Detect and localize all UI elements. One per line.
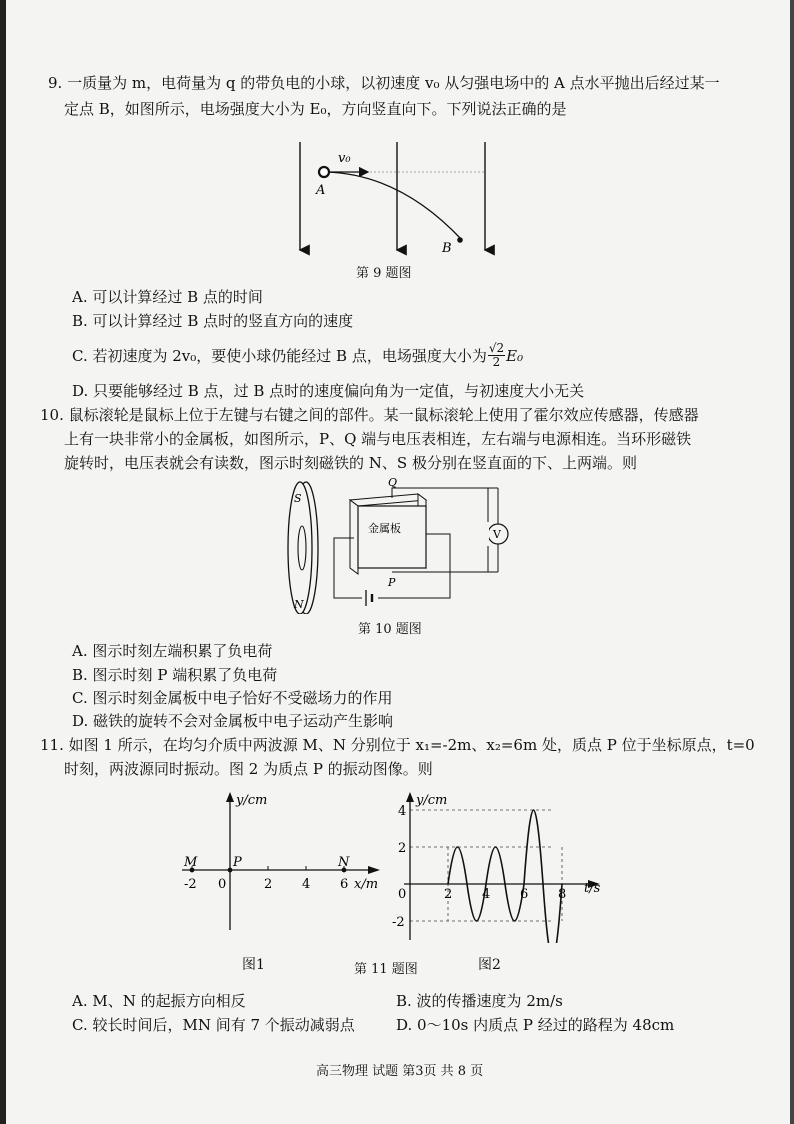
trajectory-path	[326, 172, 462, 240]
scan-edge-left	[0, 0, 6, 1124]
fig2-guide-lines	[410, 810, 562, 943]
q10-option-a: A. 图示时刻左端积累了负电荷	[72, 642, 273, 660]
ball-A	[319, 167, 329, 177]
q10-option-b: B. 图示时刻 P 端积累了负电荷	[72, 666, 278, 684]
fig2-xlabel: t/s	[584, 881, 601, 896]
q11-text-line1: 11. 如图 1 所示，在均匀介质中两波源 M、N 分别位于 x₁=-2m、x₂=6m 处，质点 P 位于坐标原点，t=0	[40, 736, 755, 754]
label-P: P	[233, 855, 242, 870]
fig1-tick-label: 2	[264, 877, 273, 892]
fig2-y-tick-label: 4	[398, 804, 407, 819]
label-B: B	[442, 241, 452, 256]
fig1-tick-label: 4	[302, 877, 311, 892]
label-Q: Q	[388, 476, 398, 489]
fig2-x-tick-label: 8	[558, 887, 567, 902]
fraction	[488, 342, 505, 369]
fig2-y-tick-label: 2	[398, 841, 407, 856]
fig2-x-tick-label: 6	[520, 887, 529, 902]
plate-left-face	[350, 500, 358, 574]
fig2-ylabel: y/cm	[416, 793, 448, 808]
fig2-y-ticks	[392, 804, 406, 943]
fraction-denominator: 2	[492, 355, 501, 369]
label-M: M	[184, 855, 198, 870]
q9-option-c	[72, 342, 523, 369]
fraction-numerator: √2	[488, 341, 505, 355]
q11-text-line2: 时刻，两波源同时振动。图 2 为质点 P 的振动图像。则	[64, 760, 433, 778]
fig2-caption: 图2	[478, 957, 501, 973]
plate-top-face	[350, 494, 426, 506]
q9-text-line2: 定点 B，如图所示，电场强度大小为 E₀，方向竖直向下。下列说法正确的是	[64, 100, 567, 118]
fig1-tick-label: -2	[184, 877, 197, 892]
metal-plate	[358, 506, 426, 568]
point-P	[228, 868, 233, 873]
label-A: A	[316, 183, 326, 198]
q11-option-b: B. 波的传播速度为 2m/s	[396, 992, 563, 1010]
label-S: S	[294, 492, 302, 505]
q9-option-c-e0: E₀	[506, 346, 524, 365]
q9-caption: 第 9 题图	[356, 266, 412, 281]
fig1-tick-label: 6	[340, 877, 349, 892]
scan-edge-right	[790, 0, 794, 1124]
q10-text-line2: 上有一块非常小的金属板，如图所示，P、Q 端与电压表相连，左右端与电源相连。当环形磁铁	[64, 430, 692, 448]
q10-caption: 第 10 题图	[358, 622, 422, 637]
page-footer: 高三物理 试题 第3页 共 8 页	[316, 1064, 484, 1079]
label-N: N	[294, 598, 304, 611]
q10-option-d: D. 磁铁的旋转不会对金属板中电子运动产生影响	[72, 712, 394, 730]
q11-option-c: C. 较长时间后，MN 间有 7 个振动减弱点	[72, 1016, 355, 1034]
q10-text-line3: 旋转时，电压表就会有读数，图示时刻磁铁的 N、S 极分别在竖直面的下、上两端。则	[64, 454, 637, 472]
q10-text-line1: 10. 鼠标滚轮是鼠标上位于左键与右键之间的部件。某一鼠标滚轮上使用了霍尔效应传感器，传感器	[40, 406, 699, 424]
fig2-x-tick-label: 2	[444, 887, 453, 902]
q9-text-line1: 9. 一质量为 m，电荷量为 q 的带负电的小球，以初速度 v₀ 从匀强电场中的 A 点水平抛出后经过某一	[48, 74, 720, 92]
fig1-caption: 图1	[242, 957, 265, 973]
fig1-tick-label: 0	[218, 877, 227, 892]
fig2-y-tick-label: 0	[398, 887, 407, 902]
q9-option-c-text: C. 若初速度为 2v₀，要使小球仍能经过 B 点，电场强度大小为	[72, 346, 487, 365]
label-N: N	[338, 855, 350, 870]
q9-figure	[280, 136, 500, 260]
q11-option-d: D. 0～10s 内质点 P 经过的路程为 48cm	[396, 1016, 675, 1034]
fig2-y-tick-label: -2	[392, 915, 405, 930]
q11-option-a: A. M、N 的起振方向相反	[72, 992, 246, 1010]
q11-caption: 第 11 题图	[354, 962, 418, 977]
fig2-x-tick-label: 4	[482, 887, 491, 902]
fig1-xlabel: x/m	[354, 877, 379, 892]
fig1-ylabel: y/cm	[236, 793, 268, 808]
point-B	[457, 237, 463, 243]
q9-option-b: B. 可以计算经过 B 点时的竖直方向的速度	[72, 312, 354, 330]
label-plate: 金属板	[368, 522, 401, 535]
label-V: V	[493, 528, 501, 541]
q11-figure-2-chart	[380, 788, 610, 943]
label-v0: v₀	[338, 151, 351, 166]
q9-option-a: A. 可以计算经过 B 点的时间	[72, 288, 263, 306]
q11-figure-1	[176, 788, 386, 938]
q10-option-c: C. 图示时刻金属板中电子恰好不受磁场力的作用	[72, 689, 393, 707]
q10-figure	[278, 474, 518, 614]
fig2-series-line	[448, 810, 562, 943]
q9-option-d: D. 只要能够经过 B 点，过 B 点时的速度偏向角为一定值，与初速度大小无关	[72, 382, 585, 400]
label-P: P	[388, 576, 396, 589]
ring-hole	[298, 526, 306, 570]
